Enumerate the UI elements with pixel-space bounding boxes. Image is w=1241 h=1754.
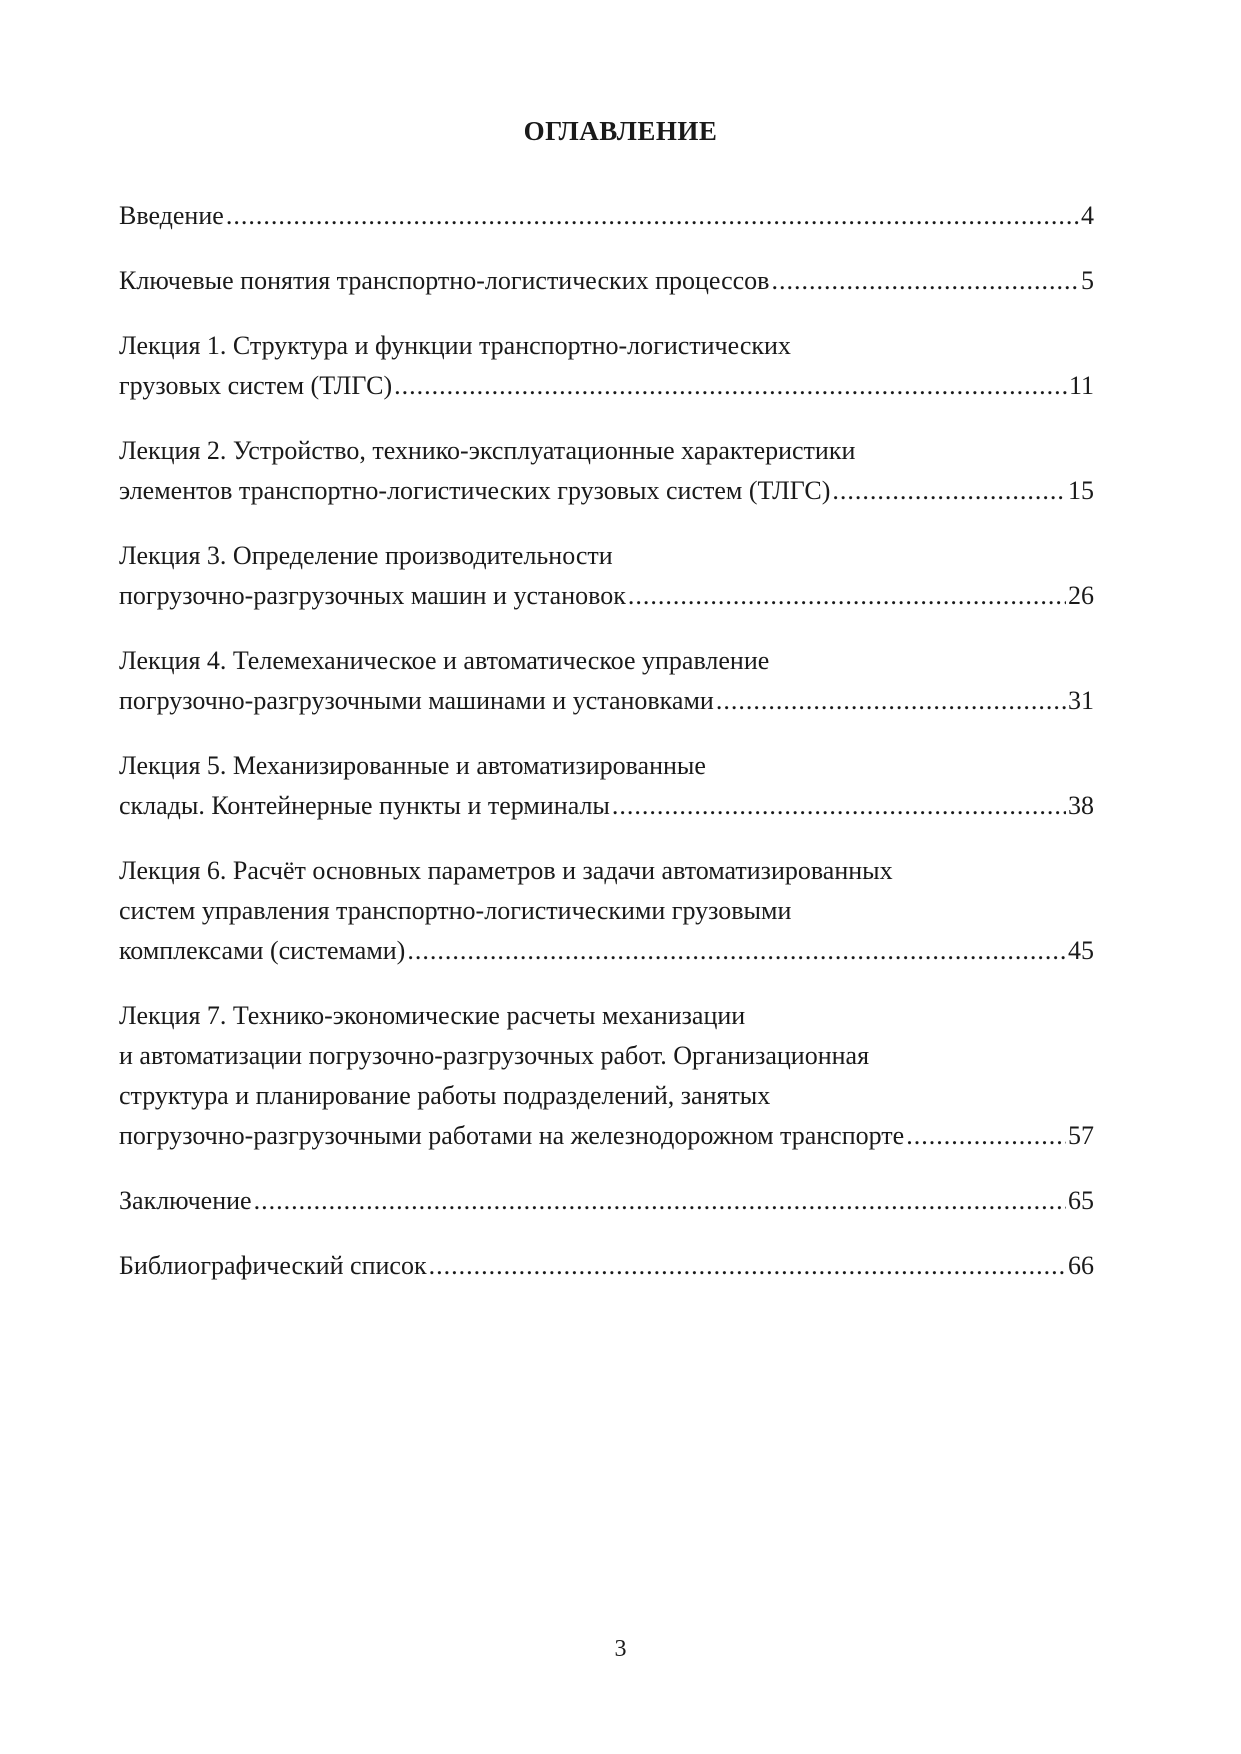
dot-leader: [254, 1181, 1066, 1221]
dot-leader: [771, 261, 1079, 301]
toc-entry-title-continued: элементов транспортно-логистических грузовых систем (ТЛГС): [119, 476, 831, 505]
toc-entry-title: Лекция 7. Технико-экономические расчеты механизации: [119, 1001, 746, 1030]
toc-entry-conclusion: [119, 1181, 1094, 1221]
toc-entry-lecture-7: [119, 996, 1094, 1156]
toc-entry-title-continued: погрузочно-разгрузочными машинами и установками: [119, 686, 714, 715]
toc-entry-title: Лекция 1. Структура и функции транспортно-логистических: [119, 331, 791, 360]
dot-leader: [407, 931, 1066, 971]
page-number: 3: [614, 1636, 627, 1662]
dot-leader: [612, 786, 1066, 826]
toc-page-number: 15: [1068, 476, 1094, 505]
dot-leader: [628, 576, 1066, 616]
toc-entry-title-continued: погрузочно-разгрузочными работами на железнодорожном транспорте: [119, 1121, 905, 1150]
toc-entry-title-continued: систем управления транспортно-логистическими грузовыми: [119, 896, 792, 925]
toc-page-number: 45: [1068, 936, 1094, 965]
toc-page-number: 31: [1068, 686, 1094, 715]
toc-page-number: 4: [1081, 201, 1094, 230]
toc-page-number: 26: [1068, 581, 1094, 610]
toc-page-number: 5: [1081, 266, 1094, 295]
toc-entry-title-continued: грузовых систем (ТЛГС): [119, 371, 393, 400]
toc-entry-bibliography: [119, 1246, 1094, 1286]
toc-entry-title: Библиографический список: [119, 1251, 427, 1280]
toc-entry-title: Заключение: [119, 1186, 252, 1215]
toc-page-number: 66: [1068, 1251, 1094, 1280]
toc-entry-lecture-1: [119, 326, 1094, 406]
toc-entry-title-continued: склады. Контейнерные пункты и терминалы: [119, 791, 610, 820]
dot-leader: [716, 681, 1066, 721]
table-of-contents: [119, 196, 1094, 1311]
toc-entry-title: Лекция 6. Расчёт основных параметров и задачи автоматизированных: [119, 856, 893, 885]
toc-entry-lecture-4: [119, 641, 1094, 721]
dot-leader: [832, 471, 1066, 511]
toc-entry-title: Введение: [119, 201, 224, 230]
toc-entry-title-continued: комплексами (системами): [119, 936, 406, 965]
toc-entry-title: Ключевые понятия транспортно-логистических процессов: [119, 266, 770, 295]
toc-page-number: 57: [1068, 1121, 1094, 1150]
toc-page-number: 11: [1068, 371, 1094, 400]
toc-entry-key-concepts: [119, 261, 1094, 301]
toc-entry-title: Лекция 5. Механизированные и автоматизированные: [119, 751, 706, 780]
toc-entry-title: Лекция 4. Телемеханическое и автоматическое управление: [119, 646, 770, 675]
dot-leader: [226, 196, 1079, 236]
toc-entry-lecture-5: [119, 746, 1094, 826]
toc-entry-title-continued: и автоматизации погрузочно-разгрузочных работ. Организационная: [119, 1041, 870, 1070]
toc-entry-title-continued: структура и планирование работы подразделений, занятых: [119, 1081, 771, 1110]
toc-page-number: 65: [1068, 1186, 1094, 1215]
dot-leader: [906, 1116, 1066, 1156]
toc-entry-introduction: [119, 196, 1094, 236]
toc-entry-lecture-3: [119, 536, 1094, 616]
dot-leader: [394, 366, 1067, 406]
toc-entry-title: Лекция 3. Определение производительности: [119, 541, 613, 570]
dot-leader: [429, 1246, 1066, 1286]
toc-entry-title-continued: погрузочно-разгрузочных машин и установок: [119, 581, 626, 610]
toc-entry-title: Лекция 2. Устройство, технико-эксплуатационные характеристики: [119, 436, 856, 465]
toc-entry-lecture-6: [119, 851, 1094, 971]
toc-page-number: 38: [1068, 791, 1094, 820]
toc-title: ОГЛАВЛЕНИЕ: [523, 116, 718, 146]
toc-entry-lecture-2: [119, 431, 1094, 511]
